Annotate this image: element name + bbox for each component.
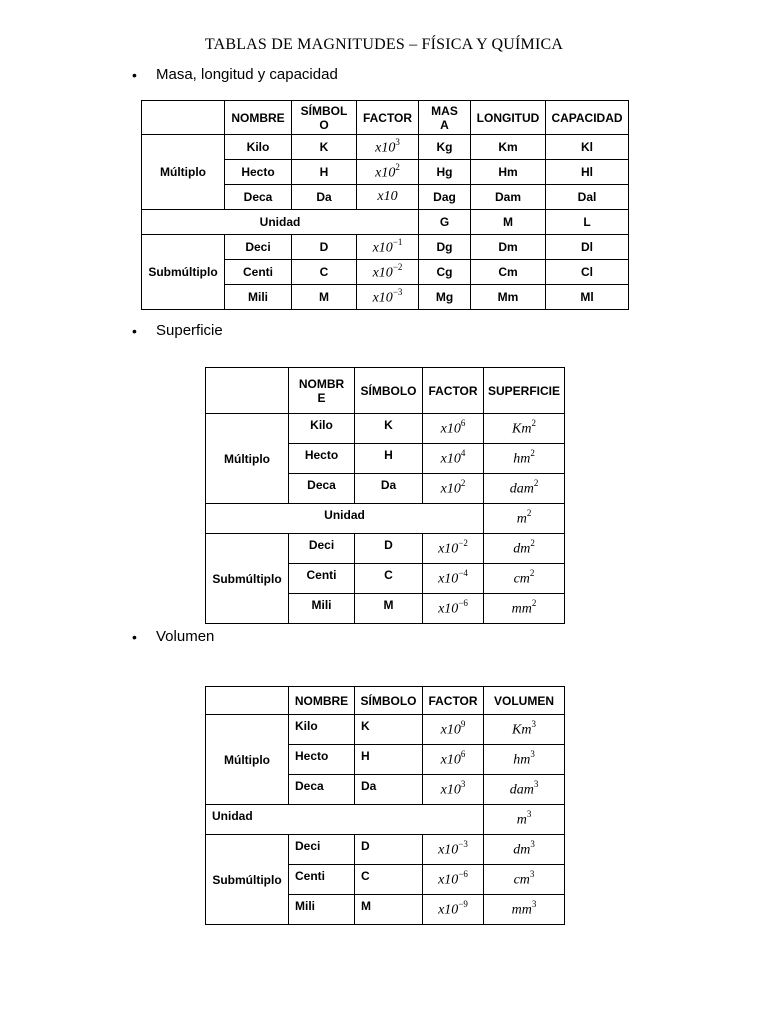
cell-factor <box>423 564 484 594</box>
unidad-row <box>206 805 565 835</box>
group-multiplo: Múltiplo <box>206 414 289 504</box>
factor-exponent: 2 <box>395 161 400 172</box>
unidad-label: Unidad <box>206 504 484 534</box>
header-text: MAS <box>431 103 458 118</box>
cell-factor <box>423 594 484 624</box>
factor-exponent: 3 <box>460 779 466 790</box>
factor-base: x10 <box>372 290 393 306</box>
header-masa <box>419 101 471 135</box>
cell-factor <box>357 260 419 285</box>
factor-exponent: −2 <box>392 261 403 272</box>
unit-base: cm <box>513 872 530 888</box>
factor-exponent: −9 <box>458 899 468 910</box>
cell-factor <box>423 835 484 865</box>
cell-simbolo: C <box>292 260 357 285</box>
cell-longitud: Km <box>471 135 546 160</box>
cell-longitud: Dm <box>471 235 546 260</box>
cell-nombre: Deca <box>225 185 292 210</box>
section-superficie <box>132 322 223 339</box>
cell-simbolo: Da <box>292 185 357 210</box>
cell-masa: Dag <box>419 185 471 210</box>
factor-base: x10 <box>377 189 398 204</box>
cell-nombre: Mili <box>225 285 292 310</box>
cell-simbolo: H <box>355 444 423 474</box>
cell-simbolo: M <box>355 594 423 624</box>
cell-unit <box>484 775 565 805</box>
cell-capacidad: Dal <box>546 185 629 210</box>
header-volumen: VOLUMEN <box>484 687 565 715</box>
cell-nombre: Hecto <box>289 444 355 474</box>
bullet-icon: • <box>132 628 137 645</box>
cell-factor <box>423 534 484 564</box>
cell-unit <box>484 865 565 895</box>
cell-simbolo: M <box>292 285 357 310</box>
cell-nombre: Deci <box>225 235 292 260</box>
unit-base: dm <box>513 541 531 557</box>
cell-nombre: Centi <box>225 260 292 285</box>
factor-base: x10 <box>375 165 396 181</box>
cell-nombre: Deca <box>289 775 355 805</box>
cell-unit <box>484 594 565 624</box>
header-row <box>206 368 565 414</box>
unidad-row <box>206 504 565 534</box>
corner-cell <box>142 101 225 135</box>
section-heading: Superficie <box>156 322 223 339</box>
factor-exponent: 4 <box>460 448 466 459</box>
corner-cell <box>206 368 289 414</box>
unit-base: m <box>516 511 527 527</box>
cell-simbolo: M <box>355 895 423 925</box>
group-multiplo: Múltiplo <box>142 135 225 210</box>
header-capacidad: CAPACIDAD <box>546 101 629 135</box>
cell-capacidad: L <box>546 210 629 235</box>
cell-capacidad: Ml <box>546 285 629 310</box>
unit-exponent: 2 <box>526 508 532 519</box>
factor-base: x10 <box>372 265 393 281</box>
factor-exponent: 9 <box>460 719 466 730</box>
cell-nombre: Deca <box>289 474 355 504</box>
cell-factor <box>423 745 484 775</box>
unit-exponent: 2 <box>530 538 535 549</box>
cell-unit <box>484 715 565 745</box>
cell-factor <box>423 775 484 805</box>
cell-nombre: Hecto <box>225 160 292 185</box>
cell-factor <box>423 414 484 444</box>
cell-simbolo: Da <box>355 775 423 805</box>
factor-exponent: 6 <box>460 418 466 429</box>
factor-exponent: −3 <box>392 286 403 297</box>
factor-exponent: −2 <box>458 538 468 549</box>
cell-factor <box>357 235 419 260</box>
header-simbolo: SÍMBOLO <box>355 368 423 414</box>
cell-factor <box>357 135 419 160</box>
table-masa-longitud-capacidad <box>141 100 629 310</box>
factor-base: x10 <box>438 902 459 918</box>
cell-unit <box>484 444 565 474</box>
unit-base: mm <box>511 601 532 617</box>
cell-longitud: Cm <box>471 260 546 285</box>
cell-factor <box>423 474 484 504</box>
cell-factor <box>423 715 484 745</box>
factor-base: x10 <box>440 421 461 437</box>
header-factor: FACTOR <box>357 101 419 135</box>
factor-base: x10 <box>440 752 461 768</box>
factor-exponent: −6 <box>458 598 468 609</box>
cell-masa: Dg <box>419 235 471 260</box>
table-row <box>206 534 565 564</box>
bullet-icon: • <box>132 322 137 339</box>
factor-exponent: −6 <box>458 869 468 880</box>
cell-factor <box>357 185 419 210</box>
header-nombre: NOMBRE <box>225 101 292 135</box>
cell-masa: Mg <box>419 285 471 310</box>
unit-exponent: 3 <box>531 719 536 730</box>
cell-longitud: Dam <box>471 185 546 210</box>
cell-unit <box>484 745 565 775</box>
unit-exponent: 3 <box>531 899 537 910</box>
unidad-label: Unidad <box>142 210 419 235</box>
factor-exponent: −4 <box>458 568 468 579</box>
factor-base: x10 <box>438 541 459 557</box>
table-row <box>142 135 629 160</box>
cell-nombre: Centi <box>289 564 355 594</box>
cell-unit <box>484 414 565 444</box>
unit-base: dam <box>509 481 534 497</box>
cell-simbolo: K <box>355 715 423 745</box>
section-volumen <box>132 628 214 645</box>
section-heading: Masa, longitud y capacidad <box>156 66 338 83</box>
cell-nombre: Kilo <box>289 715 355 745</box>
section-heading: Volumen <box>156 628 215 645</box>
table-row <box>206 715 565 745</box>
factor-base: x10 <box>440 451 461 467</box>
header-simbolo <box>292 101 357 135</box>
corner-cell <box>206 687 289 715</box>
cell-simbolo: D <box>292 235 357 260</box>
header-longitud: LONGITUD <box>471 101 546 135</box>
cell-nombre: Deci <box>289 835 355 865</box>
cell-simbolo: K <box>355 414 423 444</box>
factor-base: x10 <box>440 481 461 497</box>
cell-simbolo: C <box>355 564 423 594</box>
header-superficie: SUPERFICIE <box>484 368 565 414</box>
group-multiplo: Múltiplo <box>206 715 289 805</box>
cell-masa: Hg <box>419 160 471 185</box>
header-text: NOMBR <box>298 376 345 391</box>
bullet-icon: • <box>132 66 137 83</box>
header-text: E <box>317 390 326 405</box>
cell-unit <box>484 474 565 504</box>
cell-simbolo: Da <box>355 474 423 504</box>
factor-base: x10 <box>438 872 459 888</box>
header-nombre <box>289 368 355 414</box>
table-superficie <box>205 367 565 624</box>
cell-simbolo: H <box>355 745 423 775</box>
cell-masa: Cg <box>419 260 471 285</box>
unit-exponent: 3 <box>533 779 539 790</box>
factor-base: x10 <box>438 601 459 617</box>
unit-base: Km <box>512 421 532 437</box>
unit-exponent: 3 <box>526 809 532 820</box>
cell-nombre: Deci <box>289 534 355 564</box>
unit-base: hm <box>513 451 531 467</box>
cell-factor <box>357 160 419 185</box>
cell-unit <box>484 895 565 925</box>
table-row <box>206 835 565 865</box>
unit-exponent: 3 <box>530 839 535 850</box>
table-row <box>206 414 565 444</box>
cell-factor <box>357 285 419 310</box>
unit-exponent: 2 <box>533 478 539 489</box>
unit-exponent: 2 <box>531 418 536 429</box>
cell-unit <box>484 564 565 594</box>
cell-nombre: Mili <box>289 594 355 624</box>
unit-base: cm <box>513 571 530 587</box>
header-factor: FACTOR <box>423 368 484 414</box>
cell-unit <box>484 504 565 534</box>
cell-nombre: Kilo <box>225 135 292 160</box>
factor-exponent: 6 <box>460 749 466 760</box>
factor-base: x10 <box>440 722 461 738</box>
cell-factor <box>423 865 484 895</box>
cell-masa: Kg <box>419 135 471 160</box>
unit-base: m <box>516 812 527 828</box>
cell-factor <box>423 444 484 474</box>
cell-nombre: Centi <box>289 865 355 895</box>
table-volumen <box>205 686 565 925</box>
cell-simbolo: D <box>355 835 423 865</box>
unit-exponent: 2 <box>530 448 535 459</box>
unidad-label: Unidad <box>206 805 484 835</box>
cell-simbolo: D <box>355 534 423 564</box>
cell-capacidad: Dl <box>546 235 629 260</box>
cell-capacidad: Hl <box>546 160 629 185</box>
header-text: A <box>440 117 449 132</box>
cell-longitud: M <box>471 210 546 235</box>
unit-base: hm <box>513 752 531 768</box>
factor-exponent: −1 <box>392 236 403 247</box>
cell-unit <box>484 805 565 835</box>
unit-base: dm <box>513 842 531 858</box>
cell-unit <box>484 835 565 865</box>
cell-masa: G <box>419 210 471 235</box>
unit-exponent: 3 <box>530 749 535 760</box>
cell-nombre: Mili <box>289 895 355 925</box>
cell-longitud: Hm <box>471 160 546 185</box>
unit-base: dam <box>509 782 534 798</box>
cell-nombre: Hecto <box>289 745 355 775</box>
unit-exponent: 2 <box>529 568 535 579</box>
page-title: TABLAS DE MAGNITUDES – FÍSICA Y QUÍMICA <box>204 36 564 53</box>
unit-base: Km <box>512 722 532 738</box>
factor-base: x10 <box>375 140 396 156</box>
header-row <box>206 687 565 715</box>
cell-nombre: Kilo <box>289 414 355 444</box>
factor-exponent: 3 <box>395 136 400 147</box>
table-row <box>142 235 629 260</box>
cell-factor <box>423 895 484 925</box>
header-text: O <box>319 117 329 132</box>
group-submultiplo: Submúltiplo <box>206 534 289 624</box>
factor-base: x10 <box>438 842 459 858</box>
header-text: SÍMBOL <box>300 103 348 118</box>
cell-simbolo: H <box>292 160 357 185</box>
cell-longitud: Mm <box>471 285 546 310</box>
cell-capacidad: Cl <box>546 260 629 285</box>
factor-exponent: −3 <box>458 839 468 850</box>
factor-base: x10 <box>372 240 393 256</box>
factor-exponent: 2 <box>460 478 466 489</box>
header-nombre: NOMBRE <box>289 687 355 715</box>
header-factor: FACTOR <box>423 687 484 715</box>
cell-capacidad: Kl <box>546 135 629 160</box>
group-submultiplo: Submúltiplo <box>142 235 225 310</box>
group-submultiplo: Submúltiplo <box>206 835 289 925</box>
header-row <box>142 101 629 135</box>
section-masa <box>132 66 338 83</box>
cell-simbolo: C <box>355 865 423 895</box>
unit-base: mm <box>511 902 532 918</box>
header-simbolo: SÍMBOLO <box>355 687 423 715</box>
factor-base: x10 <box>438 571 459 587</box>
cell-simbolo: K <box>292 135 357 160</box>
unidad-row <box>142 210 629 235</box>
unit-exponent: 2 <box>531 598 537 609</box>
cell-unit <box>484 534 565 564</box>
factor-base: x10 <box>440 782 461 798</box>
unit-exponent: 3 <box>529 869 535 880</box>
